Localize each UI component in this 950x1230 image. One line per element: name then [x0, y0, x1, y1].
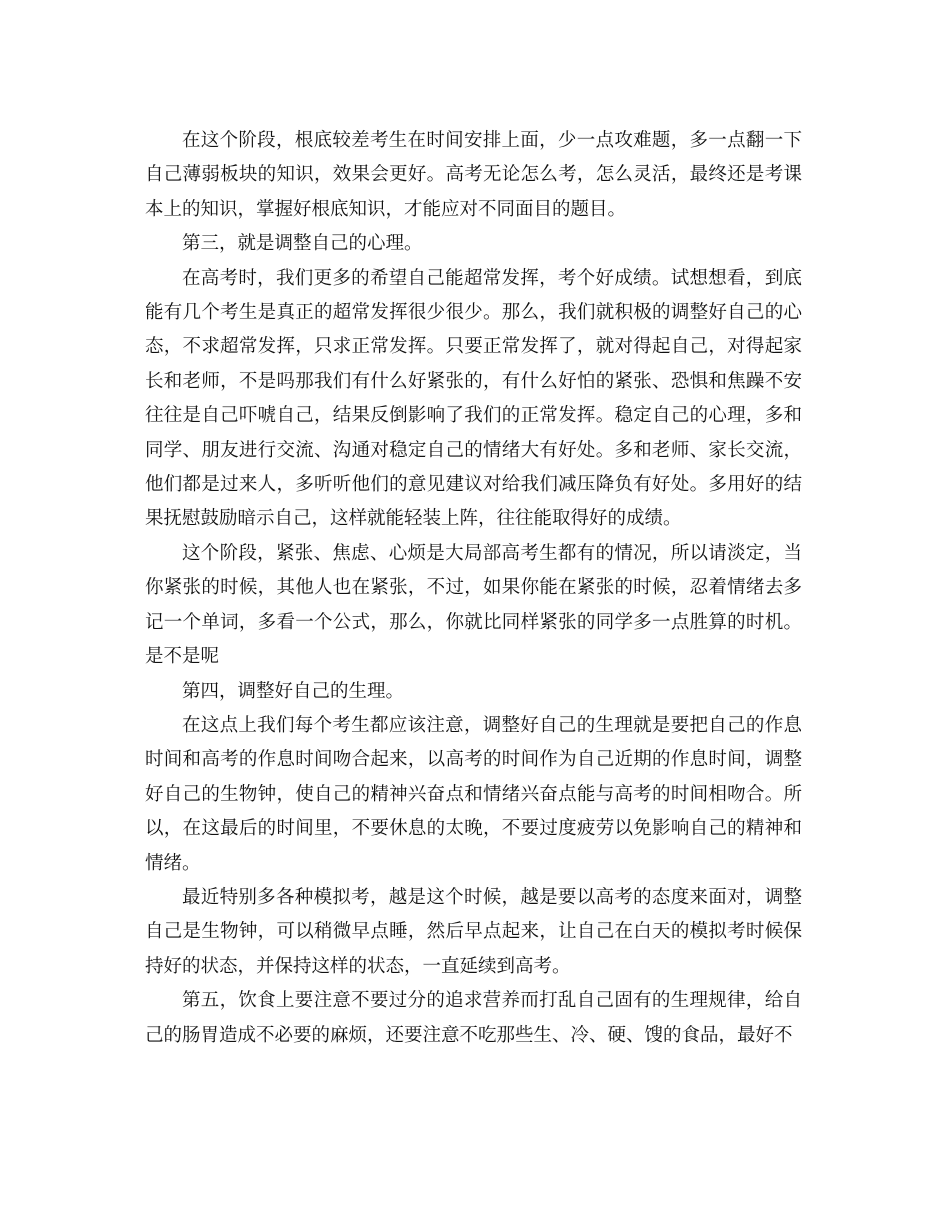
paragraph-anxiety: 这个阶段，紧张、焦虑、心烦是大局部高考生都有的情况，所以请淡定，当你紧张的时候，其他人也在紧张，不过，如果你能在紧张的时候，忍着情绪去多记一个单词，多看一个公式，那么，你就比同样紧张的同学多一点胜算的时机。是不是呢 — [145, 542, 802, 668]
paragraph-diet: 第五，饮食上要注意不要过分的追求营养而打乱自己固有的生理规律，给自己的肠胃造成不必要的麻烦，还要注意不吃那些生、冷、硬、馊的食品，最好不 — [145, 990, 802, 1046]
heading-point-four: 第四，调整好自己的生理。 — [182, 680, 405, 702]
paragraph-physiology: 在这点上我们每个考生都应该注意，调整好自己的生理就是要把自己的作息时间和高考的作息时间吻合起来，以高考的时间作为自己近期的作息时间，调整好自己的生物钟，使自己的精神兴奋点和情绪兴奋点能与高考的时间相吻合。所以，在这最后的时间里，不要休息的太晚，不要过度疲劳以免影响自己的精神和情绪。 — [145, 714, 802, 874]
paragraph-mock-exams: 最近特别多各种模拟考，越是这个时候，越是要以高考的态度来面对，调整自己是生物钟，可以稍微早点睡，然后早点起来，让自己在白天的模拟考时候保持好的状态，并保持这样的状态，一直延续到高考。 — [145, 886, 802, 977]
paragraph-psychology: 在高考时，我们更多的希望自己能超常发挥，考个好成绩。试想想看，到底能有几个考生是真正的超常发挥很少很少。那么，我们就积极的调整好自己的心态，不求超常发挥，只求正常发挥。只要正常发挥了，就对得起自己，对得起家长和老师，不是吗那我们有什么好紧张的，有什么好怕的紧张、恐惧和焦躁不安往往是自己吓唬自己，结果反倒影响了我们的正常发挥。稳定自己的心理，多和同学、朋友进行交流、沟通对稳定自己的情绪大有好处。多和老师、家长交流，他们都是过来人，多听听他们的意见建议对给我们减压降负有好处。多用好的结果抚慰鼓励暗示自己，这样就能轻装上阵，往往能取得好的成绩。 — [145, 267, 802, 530]
paragraph-study-advice: 在这个阶段，根底较差考生在时间安排上面，少一点攻难题，多一点翻一下自己薄弱板块的知识，效果会更好。高考无论怎么考，怎么灵活，最终还是考课本上的知识，掌握好根底知识，才能应对不同面目的题目。 — [145, 130, 802, 220]
heading-point-three: 第三，就是调整自己的心理。 — [182, 233, 423, 255]
document-body — [145, 124, 802, 1053]
